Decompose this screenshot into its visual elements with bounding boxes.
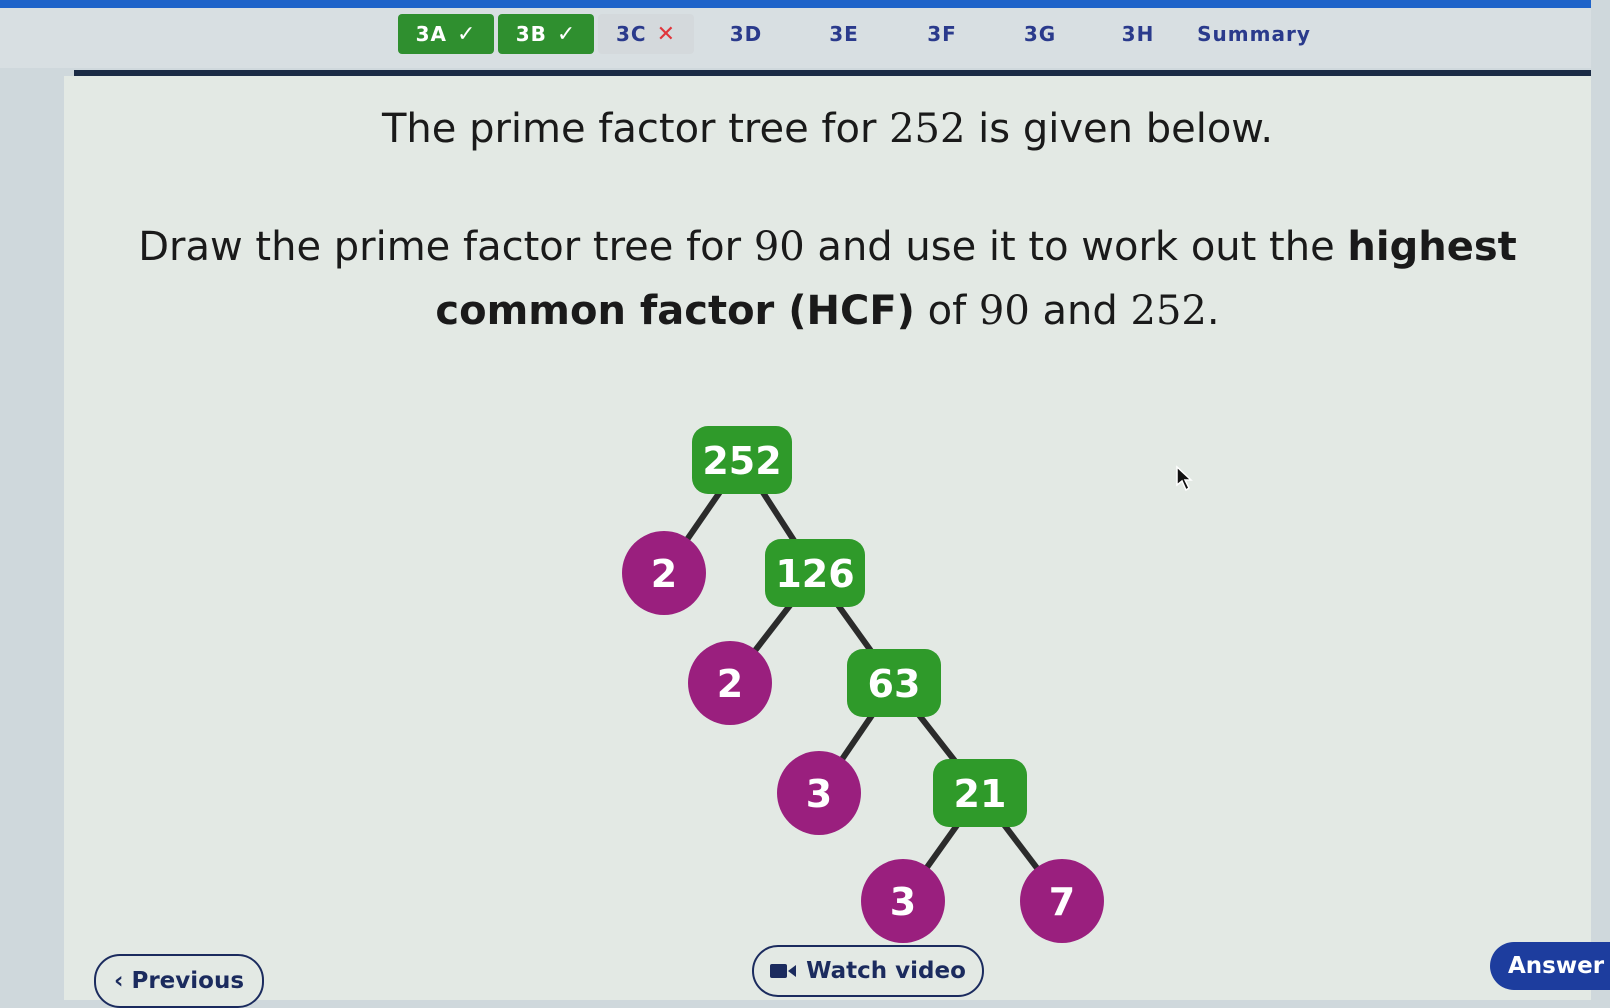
node-value: 252 xyxy=(702,439,782,483)
composite-factor-node xyxy=(765,539,865,607)
tab-label: Summary xyxy=(1197,22,1311,46)
prime-factor-node xyxy=(1020,859,1104,943)
node-value: 126 xyxy=(775,552,855,596)
tab-label: 3F xyxy=(927,22,957,46)
node-value: 7 xyxy=(1048,880,1076,924)
composite-factor-node xyxy=(847,649,941,717)
cross-icon: ✕ xyxy=(656,21,677,47)
answer-button[interactable] xyxy=(1490,942,1610,990)
prime-factor-node xyxy=(777,751,861,835)
composite-factor-node xyxy=(692,426,792,494)
tab-label: 3G xyxy=(1023,22,1057,46)
watch-video-label: Watch video xyxy=(806,958,966,984)
chevron-left-icon: ‹ xyxy=(113,968,124,994)
composite-factor-node xyxy=(933,759,1027,827)
watch-video-button[interactable] xyxy=(752,945,984,997)
check-icon: ✓ xyxy=(556,21,577,47)
question-line-1: The prime factor tree for 252 is given below. xyxy=(381,106,1274,152)
node-value: 3 xyxy=(889,880,917,924)
node-value: 2 xyxy=(650,552,678,596)
tab-label: 3H xyxy=(1121,22,1155,46)
tab-label: 3E xyxy=(829,22,859,46)
tab-label: 3B xyxy=(515,22,547,46)
question-line-2: Draw the prime factor tree for 90 and use it to work out the highest xyxy=(138,224,1517,270)
tab-label: 3D xyxy=(729,22,763,46)
mouse-cursor-icon xyxy=(1176,466,1194,492)
prime-factor-node xyxy=(622,531,706,615)
prime-factor-node xyxy=(861,859,945,943)
answer-label: Answer xyxy=(1508,953,1605,979)
node-value: 3 xyxy=(805,772,833,816)
question-line-3: common factor (HCF) of 90 and 252. xyxy=(435,288,1220,334)
check-icon: ✓ xyxy=(456,21,477,47)
previous-label: Previous xyxy=(131,968,245,994)
video-camera-icon xyxy=(770,963,796,979)
prime-factor-node xyxy=(688,641,772,725)
previous-button[interactable] xyxy=(94,954,264,1008)
node-value: 2 xyxy=(716,662,744,706)
tab-label: 3C xyxy=(615,22,647,46)
tab-label: 3A xyxy=(415,22,447,46)
node-value: 63 xyxy=(867,662,921,706)
node-value: 21 xyxy=(953,772,1007,816)
